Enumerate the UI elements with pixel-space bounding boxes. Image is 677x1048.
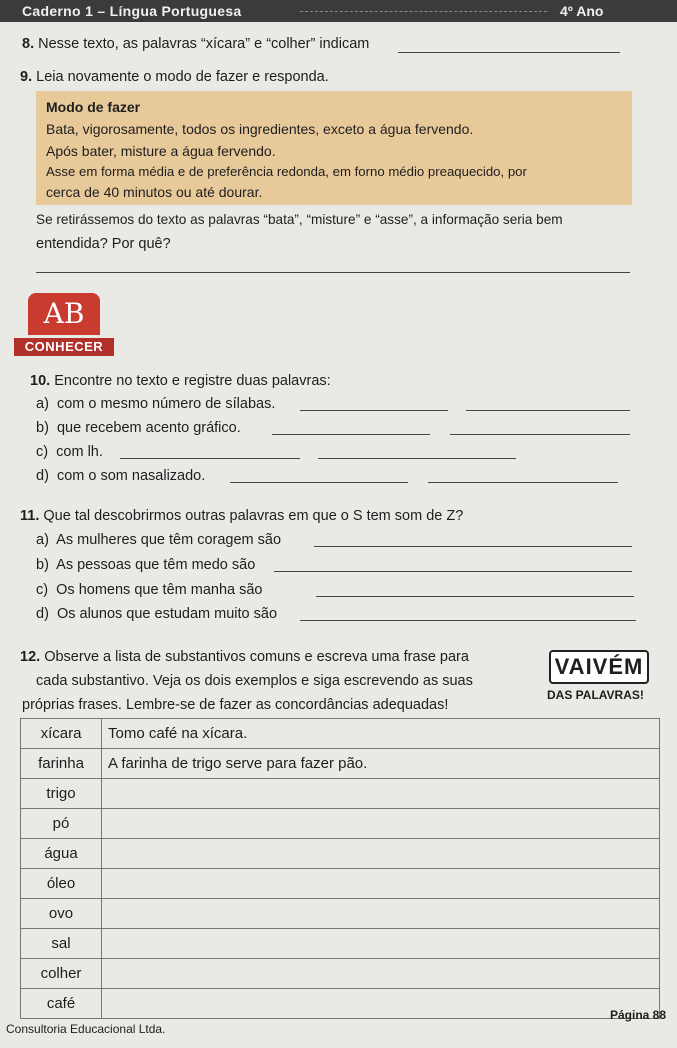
sentence-cell[interactable]: A farinha de trigo serve para fazer pão. <box>102 749 660 779</box>
question-12-line: próprias frases. Lembre-se de fazer as concordâncias adequadas! <box>22 697 449 713</box>
question-number: 10. <box>30 373 51 389</box>
noun-sentence-table <box>20 718 660 1019</box>
question-number: 8. <box>22 36 35 52</box>
conhecer-label: CONHECER <box>14 338 114 356</box>
item-letter: a) <box>36 532 49 548</box>
table-row <box>21 749 660 779</box>
noun-cell: café <box>21 989 102 1019</box>
item-text: com o som nasalizado. <box>56 468 206 484</box>
noun-cell: xícara <box>21 719 102 749</box>
noun-cell: farinha <box>21 749 102 779</box>
item-text: Os alunos que estudam muito são <box>56 606 278 622</box>
question-number: 11. <box>20 508 40 524</box>
question-10 <box>30 373 331 389</box>
recipe-line: Bata, vigorosamente, todos os ingredientes, exceto a água fervendo. <box>46 121 474 137</box>
table-row <box>21 929 660 959</box>
item-text: As mulheres que têm coragem são <box>56 532 282 548</box>
question-11-item-b <box>36 557 255 573</box>
question-11-item-d <box>36 606 277 622</box>
item-letter: c) <box>36 582 49 598</box>
table-row <box>21 719 660 749</box>
question-9 <box>20 69 329 85</box>
item-letter: d) <box>36 606 49 622</box>
question-number: 9. <box>20 69 33 85</box>
question-8 <box>22 36 369 52</box>
table-row <box>21 989 660 1019</box>
answer-line[interactable] <box>274 571 632 572</box>
item-text: As pessoas que têm medo são <box>56 557 256 573</box>
table-row <box>21 959 660 989</box>
item-letter: b) <box>36 420 49 436</box>
table-row <box>21 899 660 929</box>
recipe-line: cerca de 40 minutos ou até dourar. <box>46 184 263 200</box>
answer-line-q8[interactable] <box>398 52 620 53</box>
sentence-cell[interactable] <box>102 869 660 899</box>
noun-cell: água <box>21 839 102 869</box>
header-divider <box>300 11 547 12</box>
answer-line[interactable] <box>272 434 430 435</box>
item-text: com lh. <box>56 444 103 460</box>
noun-cell: trigo <box>21 779 102 809</box>
question-10-item-b <box>36 420 241 436</box>
sentence-cell[interactable] <box>102 959 660 989</box>
answer-line[interactable] <box>300 410 448 411</box>
recipe-line: Após bater, misture a água fervendo. <box>46 143 276 159</box>
question-text: Nesse texto, as palavras “xícara” e “colher” indicam <box>38 36 370 52</box>
sentence-cell[interactable] <box>102 839 660 869</box>
footer-company: Consultoria Educacional Ltda. <box>6 1022 166 1036</box>
item-text: com o mesmo número de sílabas. <box>56 396 276 412</box>
question-text: Observe a lista de substantivos comuns e escreva uma frase para <box>44 649 469 665</box>
recipe-box <box>36 91 632 205</box>
notebook-title: Caderno 1 – Língua Portuguesa <box>22 3 242 19</box>
question-11-item-a <box>36 532 281 548</box>
item-letter: c) <box>36 444 49 460</box>
conhecer-logo-icon: AB <box>28 293 100 335</box>
grade-label: 4º Ano <box>560 3 604 19</box>
sentence-cell[interactable] <box>102 899 660 929</box>
answer-line[interactable] <box>466 410 630 411</box>
recipe-line: Asse em forma média e de preferência redonda, em forno médio preaquecido, por <box>46 164 527 179</box>
question-9-line: Se retirássemos do texto as palavras “bata”, “misture” e “asse”, a informação seria bem <box>36 212 563 227</box>
noun-cell: ovo <box>21 899 102 929</box>
sentence-cell[interactable]: Tomo café na xícara. <box>102 719 660 749</box>
noun-cell: óleo <box>21 869 102 899</box>
question-text: Encontre no texto e registre duas palavras: <box>54 373 331 389</box>
answer-line-q9[interactable] <box>36 272 630 273</box>
question-10-item-c <box>36 444 103 460</box>
item-text: que recebem acento gráfico. <box>56 420 241 436</box>
answer-line[interactable] <box>316 596 634 597</box>
page-number: Página 88 <box>610 1008 667 1022</box>
table-row <box>21 779 660 809</box>
vaivem-subtitle: DAS PALAVRAS! <box>547 688 644 702</box>
question-9-line: entendida? Por quê? <box>36 236 171 252</box>
question-text: Leia novamente o modo de fazer e responda. <box>36 69 329 85</box>
question-11-item-c <box>36 582 263 598</box>
question-12-line: cada substantivo. Veja os dois exemplos e siga escrevendo as suas <box>36 673 473 689</box>
sentence-cell[interactable] <box>102 989 660 1019</box>
table-row <box>21 869 660 899</box>
item-text: Os homens que têm manha são <box>56 582 263 598</box>
answer-line[interactable] <box>314 546 632 547</box>
answer-line[interactable] <box>230 482 408 483</box>
item-letter: a) <box>36 396 49 412</box>
page-header <box>0 0 677 22</box>
sentence-cell[interactable] <box>102 929 660 959</box>
noun-cell: sal <box>21 929 102 959</box>
question-text: Que tal descobrirmos outras palavras em que o S tem som de Z? <box>43 508 464 524</box>
item-letter: d) <box>36 468 49 484</box>
table-row <box>21 839 660 869</box>
answer-line[interactable] <box>300 620 636 621</box>
noun-cell: colher <box>21 959 102 989</box>
answer-line[interactable] <box>428 482 618 483</box>
table-row <box>21 809 660 839</box>
question-12-line <box>20 649 469 665</box>
noun-cell: pó <box>21 809 102 839</box>
answer-line[interactable] <box>450 434 630 435</box>
vaivem-badge: VAIVÉM <box>549 650 649 684</box>
question-10-item-a <box>36 396 275 412</box>
question-11 <box>20 508 463 524</box>
question-10-item-d <box>36 468 205 484</box>
sentence-cell[interactable] <box>102 779 660 809</box>
answer-line[interactable] <box>318 458 516 459</box>
question-number: 12. <box>20 649 41 665</box>
item-letter: b) <box>36 557 49 573</box>
recipe-title: Modo de fazer <box>46 99 141 115</box>
sentence-cell[interactable] <box>102 809 660 839</box>
answer-line[interactable] <box>120 458 300 459</box>
